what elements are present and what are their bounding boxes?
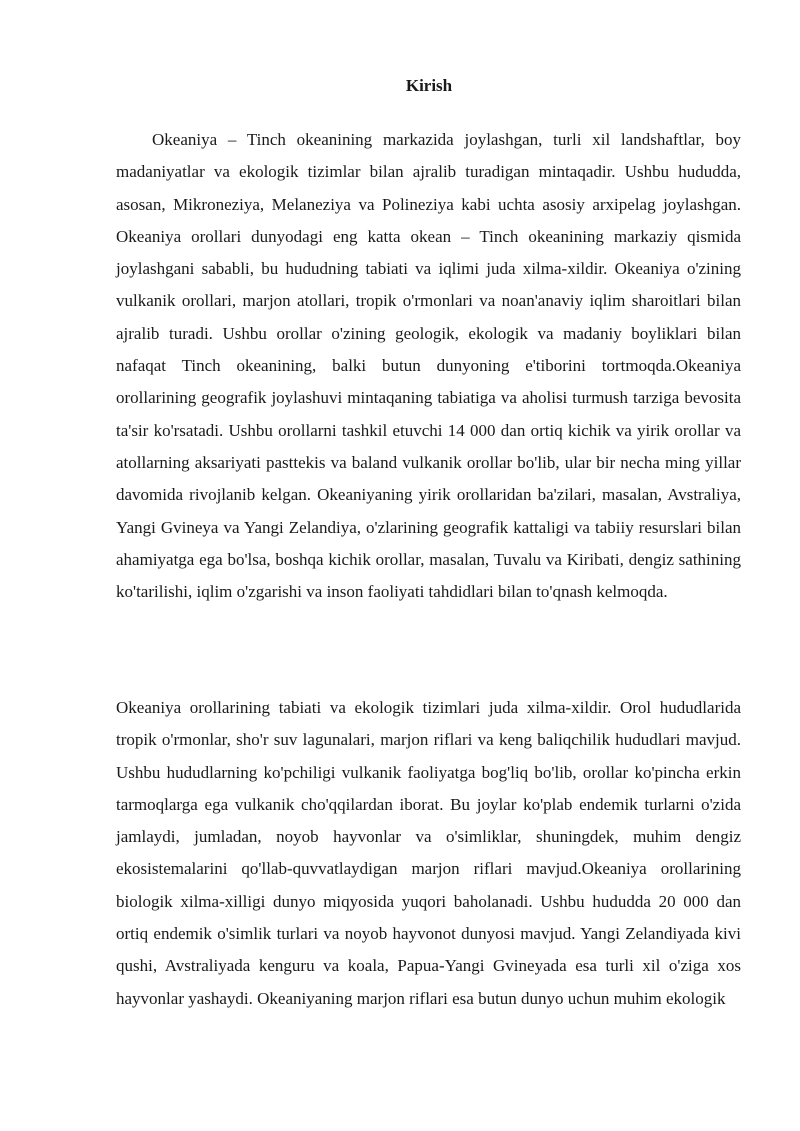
paragraph-2: Okeaniya orollarining tabiati va ekologik tizimlari juda xilma-xildir. Orol hududlarida tropik o'rmonlar, sho'r suv lagunalari, marjon riflari va keng baliqchilik hududlari mavjud. Ushbu hududlarning ko'pchiligi vulkanik faoliyatga bog'liq bo'lib, orollar ko'pincha erkin tarmoqlarga ega vulkanik cho'qqilardan iborat. Bu joylar ko'plab endemik turlarni o'zida jamlaydi, jumladan, noyob hayvonlar va o'simliklar, shuningdek, muhim dengiz ekosistemalarini qo'llab-quvvatlaydigan marjon riflari mavjud.Okeaniya orollarining biologik xilma-xilligi dunyo miqyosida yuqori baholanadi. Ushbu hududda 20 000 dan ortiq endemik o'simlik turlari va noyob hayvonot dunyosi mavjud. Yangi Zelandiyada kivi qushi, Avstraliyada kenguru va koala, Papua-Yangi Gvineyada esa turli xil o'ziga xos hayvonlar yashaydi. Okeaniyaning marjon riflari esa butun dunyo uchun muhim ekologik	[116, 698, 741, 1008]
page-title: Kirish	[405, 76, 453, 95]
paragraph-1: Okeaniya – Tinch okeanining markazida joylashgan, turli xil landshaftlar, boy madaniyatlar va ekologik tizimlar bilan ajralib turadigan mintaqadir. Ushbu hududda, asosan, Mikroneziya, Melaneziya va Polineziya kabi uchta asosiy arxipelag joylashgan. Okeaniya orollari dunyodagi eng katta okean – Tinch okeanining markaziy qismida joylashgani sababli, bu hududning tabiati va iqlimi juda xilma-xildir. Okeaniya o'zining vulkanik orollari, marjon atollari, tropik o'rmonlari va noan'anaviy iqlim sharoitlari bilan ajralib turadi. Ushbu orollar o'zining geologik, ekologik va madaniy boyliklari bilan nafaqat Tinch okeanining, balki butun dunyoning e'tiborini tortmoqda.Okeaniya orollarining geografik joylashuvi mintaqaning tabiatiga va aholisi turmush tarziga bevosita ta'sir ko'rsatadi. Ushbu orollarni tashkil etuvchi 14 000 dan ortiq kichik va yirik orollar va atollarning aksariyati pasttekis va baland vulkanik orollar bo'lib, ular bir necha ming yillar davomida rivojlanib kelgan. Okeaniyaning yirik orollaridan ba'zilari, masalan, Avstraliya, Yangi Gvineya va Yangi Zelandiya, o'zlarining geografik kattaligi va tabiiy resurslari bilan ahamiyatga ega bo'lsa, boshqa kichik orollar, masalan, Tuvalu va Kiribati, dengiz sathining ko'tarilishi, iqlim o'zgarishi va inson faoliyati tahdidlari bilan to'qnash kelmoqda.	[116, 130, 741, 602]
